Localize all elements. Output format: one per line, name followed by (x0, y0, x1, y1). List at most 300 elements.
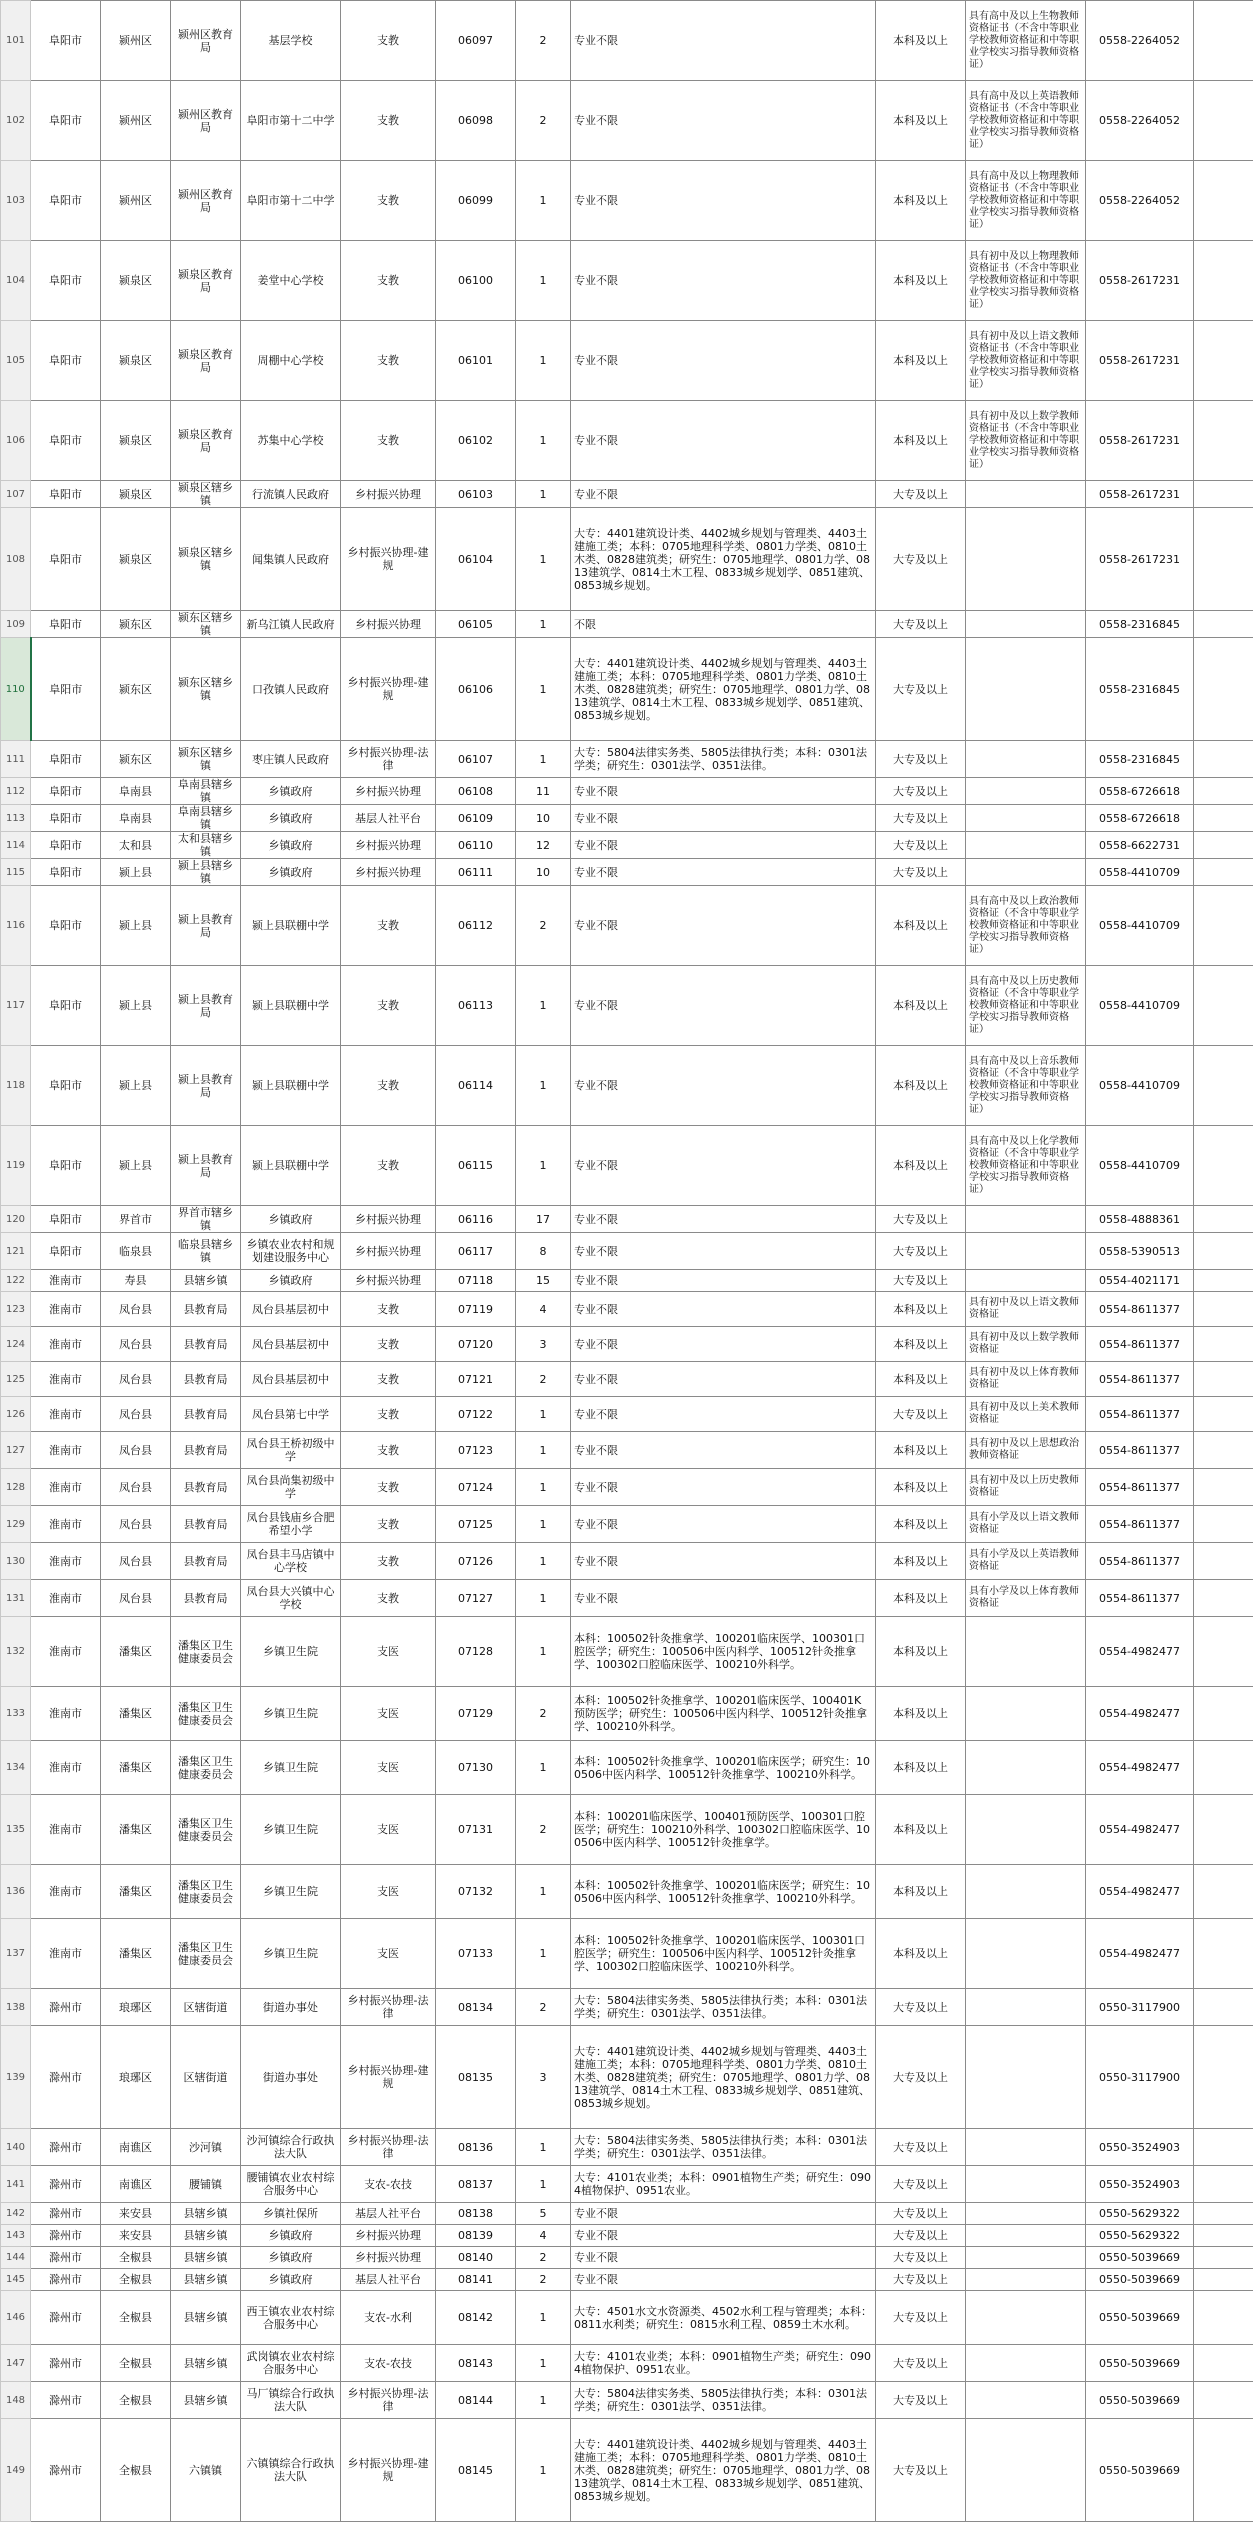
cell-department[interactable]: 县辖乡镇 (171, 2203, 241, 2225)
row-header[interactable]: 120 (1, 1206, 31, 1233)
cell-education[interactable]: 本科及以上 (876, 1543, 966, 1580)
cell-post[interactable]: 支医 (341, 1741, 436, 1795)
row-header[interactable]: 103 (1, 161, 31, 241)
cell-department[interactable]: 颍上县辖乡镇 (171, 859, 241, 886)
cell-unit[interactable]: 枣庄镇人民政府 (241, 741, 341, 778)
cell-education[interactable]: 大专及以上 (876, 2247, 966, 2269)
table-row[interactable] (1, 1687, 1253, 1741)
cell-phone[interactable]: 0554-8611377 (1086, 1292, 1194, 1327)
cell-education[interactable]: 大专及以上 (876, 508, 966, 611)
cell-major[interactable]: 专业不限 (571, 1292, 876, 1327)
cell-unit[interactable]: 乡镇政府 (241, 1206, 341, 1233)
cell-requirement[interactable] (966, 2203, 1086, 2225)
table-row[interactable] (1, 481, 1253, 508)
cell-code[interactable]: 06099 (436, 161, 516, 241)
cell-post[interactable]: 乡村振兴协理-法律 (341, 2129, 436, 2166)
cell-unit[interactable]: 凤台县钱庙乡合肥希望小学 (241, 1506, 341, 1543)
cell-department[interactable]: 县辖乡镇 (171, 2225, 241, 2247)
row-header[interactable]: 140 (1, 2129, 31, 2166)
cell-education[interactable]: 大专及以上 (876, 2419, 966, 2522)
cell-count[interactable]: 2 (516, 1362, 571, 1397)
cell-major[interactable]: 大专：4101农业类；本科：0901植物生产类；研究生：0904植物保护、0951农业。 (571, 2166, 876, 2203)
cell-phone[interactable]: 0554-4982477 (1086, 1617, 1194, 1687)
cell-extra[interactable] (1194, 2166, 1253, 2203)
cell-city[interactable]: 淮南市 (31, 1865, 101, 1919)
cell-post[interactable]: 支医 (341, 1865, 436, 1919)
cell-major[interactable]: 本科：100502针灸推拿学、100201临床医学、100401K预防医学；研究生：100506中医内科学、100512针灸推拿学、100210外科学。 (571, 1687, 876, 1741)
cell-district[interactable]: 凤台县 (101, 1327, 171, 1362)
row-header[interactable]: 142 (1, 2203, 31, 2225)
table-row[interactable] (1, 1989, 1253, 2026)
cell-phone[interactable]: 0550-3524903 (1086, 2129, 1194, 2166)
cell-extra[interactable] (1194, 1687, 1253, 1741)
cell-post[interactable]: 支教 (341, 966, 436, 1046)
cell-count[interactable]: 1 (516, 1617, 571, 1687)
cell-count[interactable]: 15 (516, 1270, 571, 1292)
cell-requirement[interactable]: 具有初中及以上数学教师资格证书（不含中等职业学校教师资格证和中等职业学校实习指导教师资格证） (966, 401, 1086, 481)
cell-post[interactable]: 乡村振兴协理 (341, 1206, 436, 1233)
cell-extra[interactable] (1194, 1292, 1253, 1327)
cell-major[interactable]: 专业不限 (571, 1397, 876, 1432)
cell-requirement[interactable] (966, 1270, 1086, 1292)
cell-city[interactable]: 淮南市 (31, 1795, 101, 1865)
row-header[interactable]: 146 (1, 2291, 31, 2345)
cell-phone[interactable]: 0554-8611377 (1086, 1469, 1194, 1506)
row-header[interactable]: 131 (1, 1580, 31, 1617)
cell-major[interactable]: 本科：100502针灸推拿学、100201临床医学；研究生：100506中医内科学、100512针灸推拿学、100210外科学。 (571, 1741, 876, 1795)
table-row[interactable] (1, 1270, 1253, 1292)
cell-department[interactable]: 潘集区卫生健康委员会 (171, 1617, 241, 1687)
cell-phone[interactable]: 0550-5039669 (1086, 2345, 1194, 2382)
table-row[interactable] (1, 859, 1253, 886)
cell-unit[interactable]: 颍上县联棚中学 (241, 886, 341, 966)
cell-unit[interactable]: 乡镇卫生院 (241, 1795, 341, 1865)
cell-post[interactable]: 支教 (341, 1126, 436, 1206)
cell-requirement[interactable]: 具有初中及以上体育教师资格证 (966, 1362, 1086, 1397)
cell-major[interactable]: 大专：5804法律实务类、5805法律执行类；本科：0301法学类；研究生：0301法学、0351法律。 (571, 1989, 876, 2026)
cell-unit[interactable]: 凤台县第七中学 (241, 1397, 341, 1432)
table-row[interactable] (1, 2203, 1253, 2225)
cell-department[interactable]: 临泉县辖乡镇 (171, 1233, 241, 1270)
cell-district[interactable]: 颍东区 (101, 741, 171, 778)
cell-education[interactable]: 大专及以上 (876, 611, 966, 638)
cell-phone[interactable]: 0550-3117900 (1086, 1989, 1194, 2026)
cell-major[interactable]: 本科：100201临床医学、100401预防医学、100301口腔医学；研究生：100210外科学、100302口腔临床医学、100506中医内科学、100512针灸推拿学。 (571, 1795, 876, 1865)
cell-code[interactable]: 06106 (436, 638, 516, 741)
row-header[interactable]: 106 (1, 401, 31, 481)
cell-major[interactable]: 专业不限 (571, 1233, 876, 1270)
cell-department[interactable]: 县辖乡镇 (171, 2382, 241, 2419)
cell-unit[interactable]: 凤台县基层初中 (241, 1362, 341, 1397)
cell-education[interactable]: 本科及以上 (876, 1, 966, 81)
cell-phone[interactable]: 0554-4982477 (1086, 1741, 1194, 1795)
cell-district[interactable]: 来安县 (101, 2203, 171, 2225)
cell-education[interactable]: 大专及以上 (876, 2291, 966, 2345)
cell-education[interactable]: 本科及以上 (876, 1362, 966, 1397)
cell-department[interactable]: 太和县辖乡镇 (171, 832, 241, 859)
cell-city[interactable]: 阜阳市 (31, 481, 101, 508)
cell-phone[interactable]: 0558-2316845 (1086, 741, 1194, 778)
cell-city[interactable]: 阜阳市 (31, 966, 101, 1046)
cell-city[interactable]: 阜阳市 (31, 161, 101, 241)
cell-department[interactable]: 颍上县教育局 (171, 1046, 241, 1126)
cell-major[interactable]: 专业不限 (571, 859, 876, 886)
cell-education[interactable]: 本科及以上 (876, 241, 966, 321)
row-header[interactable]: 105 (1, 321, 31, 401)
cell-education[interactable]: 本科及以上 (876, 1617, 966, 1687)
cell-city[interactable]: 阜阳市 (31, 832, 101, 859)
cell-requirement[interactable] (966, 741, 1086, 778)
cell-district[interactable]: 临泉县 (101, 1233, 171, 1270)
cell-city[interactable]: 阜阳市 (31, 81, 101, 161)
cell-district[interactable]: 潘集区 (101, 1795, 171, 1865)
cell-department[interactable]: 区辖街道 (171, 1989, 241, 2026)
row-header[interactable]: 143 (1, 2225, 31, 2247)
cell-city[interactable]: 滁州市 (31, 1989, 101, 2026)
cell-post[interactable]: 支教 (341, 1432, 436, 1469)
cell-code[interactable]: 07131 (436, 1795, 516, 1865)
cell-education[interactable]: 大专及以上 (876, 741, 966, 778)
cell-district[interactable]: 凤台县 (101, 1469, 171, 1506)
cell-code[interactable]: 08144 (436, 2382, 516, 2419)
cell-major[interactable]: 本科：100502针灸推拿学、100201临床医学、100301口腔医学；研究生：100506中医内科学、100512针灸推拿学、100302口腔临床医学、100210外科学。 (571, 1919, 876, 1989)
table-row[interactable] (1, 2026, 1253, 2129)
cell-count[interactable]: 1 (516, 638, 571, 741)
cell-unit[interactable]: 乡镇卫生院 (241, 1741, 341, 1795)
cell-requirement[interactable] (966, 832, 1086, 859)
cell-code[interactable]: 06111 (436, 859, 516, 886)
cell-department[interactable]: 腰铺镇 (171, 2166, 241, 2203)
table-row[interactable] (1, 1506, 1253, 1543)
cell-post[interactable]: 支医 (341, 1795, 436, 1865)
cell-requirement[interactable] (966, 2291, 1086, 2345)
cell-unit[interactable]: 武岗镇农业农村综合服务中心 (241, 2345, 341, 2382)
cell-phone[interactable]: 0558-4410709 (1086, 1046, 1194, 1126)
cell-post[interactable]: 乡村振兴协理 (341, 832, 436, 859)
cell-district[interactable]: 阜南县 (101, 778, 171, 805)
cell-education[interactable]: 本科及以上 (876, 1046, 966, 1126)
table-row[interactable] (1, 1206, 1253, 1233)
cell-department[interactable]: 县教育局 (171, 1397, 241, 1432)
cell-post[interactable]: 乡村振兴协理 (341, 2247, 436, 2269)
cell-extra[interactable] (1194, 2203, 1253, 2225)
row-header[interactable]: 114 (1, 832, 31, 859)
cell-count[interactable]: 12 (516, 832, 571, 859)
cell-requirement[interactable]: 具有初中及以上美术教师资格证 (966, 1397, 1086, 1432)
cell-phone[interactable]: 0558-2264052 (1086, 161, 1194, 241)
cell-post[interactable]: 基层人社平台 (341, 2269, 436, 2291)
cell-post[interactable]: 乡村振兴协理-法律 (341, 741, 436, 778)
cell-count[interactable]: 2 (516, 886, 571, 966)
cell-city[interactable]: 滁州市 (31, 2203, 101, 2225)
table-row[interactable] (1, 1327, 1253, 1362)
cell-city[interactable]: 淮南市 (31, 1397, 101, 1432)
cell-requirement[interactable] (966, 859, 1086, 886)
cell-department[interactable]: 阜南县辖乡镇 (171, 778, 241, 805)
cell-post[interactable]: 乡村振兴协理 (341, 2225, 436, 2247)
cell-extra[interactable] (1194, 1989, 1253, 2026)
cell-phone[interactable]: 0558-4410709 (1086, 886, 1194, 966)
cell-post[interactable]: 支教 (341, 1327, 436, 1362)
cell-requirement[interactable] (966, 2166, 1086, 2203)
cell-phone[interactable]: 0558-2617231 (1086, 321, 1194, 401)
cell-count[interactable]: 1 (516, 1543, 571, 1580)
cell-unit[interactable]: 凤台县尚集初级中学 (241, 1469, 341, 1506)
cell-extra[interactable] (1194, 1, 1253, 81)
cell-code[interactable]: 06100 (436, 241, 516, 321)
cell-phone[interactable]: 0558-2617231 (1086, 508, 1194, 611)
table-row[interactable] (1, 1919, 1253, 1989)
cell-city[interactable]: 淮南市 (31, 1362, 101, 1397)
cell-code[interactable]: 06109 (436, 805, 516, 832)
cell-post[interactable]: 支教 (341, 1292, 436, 1327)
cell-education[interactable]: 本科及以上 (876, 966, 966, 1046)
table-row[interactable] (1, 241, 1253, 321)
cell-code[interactable]: 06098 (436, 81, 516, 161)
cell-unit[interactable]: 颍上县联棚中学 (241, 1046, 341, 1126)
cell-unit[interactable]: 新乌江镇人民政府 (241, 611, 341, 638)
cell-major[interactable]: 专业不限 (571, 1206, 876, 1233)
cell-district[interactable]: 颍上县 (101, 1126, 171, 1206)
cell-code[interactable]: 08141 (436, 2269, 516, 2291)
cell-unit[interactable]: 腰铺镇农业农村综合服务中心 (241, 2166, 341, 2203)
cell-department[interactable]: 县教育局 (171, 1362, 241, 1397)
cell-department[interactable]: 县辖乡镇 (171, 1270, 241, 1292)
cell-phone[interactable]: 0550-3524903 (1086, 2166, 1194, 2203)
cell-major[interactable]: 专业不限 (571, 1543, 876, 1580)
cell-department[interactable]: 区辖街道 (171, 2026, 241, 2129)
cell-phone[interactable]: 0554-8611377 (1086, 1543, 1194, 1580)
cell-count[interactable]: 1 (516, 2291, 571, 2345)
table-row[interactable] (1, 1, 1253, 81)
cell-major[interactable]: 专业不限 (571, 241, 876, 321)
cell-unit[interactable]: 凤台县大兴镇中心学校 (241, 1580, 341, 1617)
cell-phone[interactable]: 0554-8611377 (1086, 1397, 1194, 1432)
cell-code[interactable]: 06097 (436, 1, 516, 81)
cell-requirement[interactable] (966, 2419, 1086, 2522)
cell-district[interactable]: 颍州区 (101, 161, 171, 241)
row-header[interactable]: 116 (1, 886, 31, 966)
cell-requirement[interactable]: 具有小学及以上体育教师资格证 (966, 1580, 1086, 1617)
cell-education[interactable]: 本科及以上 (876, 1432, 966, 1469)
cell-extra[interactable] (1194, 741, 1253, 778)
cell-major[interactable]: 专业不限 (571, 1580, 876, 1617)
cell-extra[interactable] (1194, 1795, 1253, 1865)
cell-district[interactable]: 来安县 (101, 2225, 171, 2247)
cell-requirement[interactable]: 具有初中及以上语文教师资格证 (966, 1292, 1086, 1327)
cell-post[interactable]: 基层人社平台 (341, 2203, 436, 2225)
cell-requirement[interactable] (966, 1989, 1086, 2026)
cell-requirement[interactable] (966, 481, 1086, 508)
cell-education[interactable]: 本科及以上 (876, 1795, 966, 1865)
cell-education[interactable]: 大专及以上 (876, 2269, 966, 2291)
cell-department[interactable]: 颍泉区辖乡镇 (171, 508, 241, 611)
cell-post[interactable]: 支教 (341, 1, 436, 81)
cell-code[interactable]: 07127 (436, 1580, 516, 1617)
cell-requirement[interactable] (966, 805, 1086, 832)
cell-unit[interactable]: 西王镇农业农村综合服务中心 (241, 2291, 341, 2345)
cell-extra[interactable] (1194, 1397, 1253, 1432)
table-row[interactable] (1, 966, 1253, 1046)
cell-extra[interactable] (1194, 2129, 1253, 2166)
table-row[interactable] (1, 1617, 1253, 1687)
cell-major[interactable]: 专业不限 (571, 1, 876, 81)
cell-extra[interactable] (1194, 1741, 1253, 1795)
cell-unit[interactable]: 乡镇卫生院 (241, 1617, 341, 1687)
row-header[interactable]: 124 (1, 1327, 31, 1362)
cell-extra[interactable] (1194, 2345, 1253, 2382)
cell-district[interactable]: 潘集区 (101, 1919, 171, 1989)
cell-education[interactable]: 本科及以上 (876, 401, 966, 481)
table-row[interactable] (1, 321, 1253, 401)
cell-phone[interactable]: 0550-5039669 (1086, 2419, 1194, 2522)
cell-post[interactable]: 支教 (341, 1362, 436, 1397)
cell-district[interactable]: 颍泉区 (101, 508, 171, 611)
cell-count[interactable]: 1 (516, 1432, 571, 1469)
table-row[interactable] (1, 1469, 1253, 1506)
cell-district[interactable]: 潘集区 (101, 1687, 171, 1741)
cell-post[interactable]: 乡村振兴协理 (341, 1270, 436, 1292)
cell-major[interactable]: 专业不限 (571, 778, 876, 805)
cell-unit[interactable]: 乡镇卫生院 (241, 1919, 341, 1989)
cell-major[interactable]: 专业不限 (571, 2247, 876, 2269)
cell-count[interactable]: 1 (516, 161, 571, 241)
cell-count[interactable]: 1 (516, 241, 571, 321)
cell-requirement[interactable] (966, 638, 1086, 741)
cell-phone[interactable]: 0554-4982477 (1086, 1687, 1194, 1741)
cell-city[interactable]: 淮南市 (31, 1617, 101, 1687)
cell-count[interactable]: 2 (516, 81, 571, 161)
cell-extra[interactable] (1194, 1206, 1253, 1233)
cell-education[interactable]: 本科及以上 (876, 1126, 966, 1206)
cell-education[interactable]: 大专及以上 (876, 1397, 966, 1432)
cell-phone[interactable]: 0558-6622731 (1086, 832, 1194, 859)
cell-city[interactable]: 阜阳市 (31, 1, 101, 81)
table-row[interactable] (1, 1795, 1253, 1865)
cell-code[interactable]: 06103 (436, 481, 516, 508)
cell-unit[interactable]: 乡镇政府 (241, 859, 341, 886)
cell-phone[interactable]: 0554-8611377 (1086, 1506, 1194, 1543)
cell-education[interactable]: 大专及以上 (876, 832, 966, 859)
cell-requirement[interactable] (966, 611, 1086, 638)
cell-count[interactable]: 2 (516, 1687, 571, 1741)
cell-code[interactable]: 08137 (436, 2166, 516, 2203)
cell-city[interactable]: 阜阳市 (31, 805, 101, 832)
cell-district[interactable]: 全椒县 (101, 2269, 171, 2291)
cell-unit[interactable]: 阜阳市第十二中学 (241, 161, 341, 241)
cell-city[interactable]: 滁州市 (31, 2166, 101, 2203)
cell-unit[interactable]: 乡镇政府 (241, 832, 341, 859)
cell-extra[interactable] (1194, 508, 1253, 611)
cell-extra[interactable] (1194, 1046, 1253, 1126)
cell-post[interactable]: 支教 (341, 1046, 436, 1126)
cell-department[interactable]: 县教育局 (171, 1506, 241, 1543)
cell-extra[interactable] (1194, 2382, 1253, 2419)
cell-requirement[interactable]: 具有高中及以上音乐教师资格证（不含中等职业学校教师资格证和中等职业学校实习指导教师资格证） (966, 1046, 1086, 1126)
cell-extra[interactable] (1194, 611, 1253, 638)
cell-code[interactable]: 08143 (436, 2345, 516, 2382)
cell-district[interactable]: 凤台县 (101, 1543, 171, 1580)
cell-education[interactable]: 本科及以上 (876, 1687, 966, 1741)
cell-requirement[interactable]: 具有高中及以上物理教师资格证书（不含中等职业学校教师资格证和中等职业学校实习指导教师资格证） (966, 161, 1086, 241)
cell-post[interactable]: 支医 (341, 1617, 436, 1687)
cell-extra[interactable] (1194, 1233, 1253, 1270)
cell-count[interactable]: 1 (516, 611, 571, 638)
row-header[interactable]: 102 (1, 81, 31, 161)
cell-post[interactable]: 支医 (341, 1687, 436, 1741)
cell-district[interactable]: 颍上县 (101, 886, 171, 966)
cell-education[interactable]: 大专及以上 (876, 481, 966, 508)
table-row[interactable] (1, 2345, 1253, 2382)
cell-district[interactable]: 凤台县 (101, 1506, 171, 1543)
cell-requirement[interactable] (966, 1919, 1086, 1989)
cell-requirement[interactable] (966, 2026, 1086, 2129)
cell-district[interactable]: 颍泉区 (101, 401, 171, 481)
row-header[interactable]: 123 (1, 1292, 31, 1327)
cell-code[interactable]: 07122 (436, 1397, 516, 1432)
table-row[interactable] (1, 886, 1253, 966)
cell-city[interactable]: 淮南市 (31, 1687, 101, 1741)
cell-post[interactable]: 支教 (341, 81, 436, 161)
cell-unit[interactable]: 周棚中心学校 (241, 321, 341, 401)
cell-unit[interactable]: 六镇镇综合行政执法大队 (241, 2419, 341, 2522)
cell-district[interactable]: 颍上县 (101, 966, 171, 1046)
cell-major[interactable]: 专业不限 (571, 886, 876, 966)
cell-extra[interactable] (1194, 1126, 1253, 1206)
cell-count[interactable]: 2 (516, 1, 571, 81)
cell-post[interactable]: 支医 (341, 1919, 436, 1989)
cell-department[interactable]: 潘集区卫生健康委员会 (171, 1919, 241, 1989)
row-header[interactable]: 137 (1, 1919, 31, 1989)
cell-code[interactable]: 07125 (436, 1506, 516, 1543)
cell-count[interactable]: 1 (516, 2419, 571, 2522)
cell-major[interactable]: 大专：5804法律实务类、5805法律执行类；本科：0301法学类；研究生：0301法学、0351法律。 (571, 2382, 876, 2419)
cell-phone[interactable]: 0558-2617231 (1086, 401, 1194, 481)
cell-requirement[interactable] (966, 2269, 1086, 2291)
cell-unit[interactable]: 行流镇人民政府 (241, 481, 341, 508)
table-row[interactable] (1, 1233, 1253, 1270)
cell-education[interactable]: 本科及以上 (876, 886, 966, 966)
cell-major[interactable]: 专业不限 (571, 1270, 876, 1292)
cell-major[interactable]: 专业不限 (571, 1126, 876, 1206)
table-row[interactable] (1, 778, 1253, 805)
cell-requirement[interactable]: 具有高中及以上政治教师资格证（不含中等职业学校教师资格证和中等职业学校实习指导教师资格证） (966, 886, 1086, 966)
cell-district[interactable]: 南谯区 (101, 2129, 171, 2166)
cell-post[interactable]: 乡村振兴协理 (341, 859, 436, 886)
cell-unit[interactable]: 苏集中心学校 (241, 401, 341, 481)
cell-major[interactable]: 大专：5804法律实务类、5805法律执行类；本科：0301法学类；研究生：0301法学、0351法律。 (571, 741, 876, 778)
cell-education[interactable]: 大专及以上 (876, 2345, 966, 2382)
cell-education[interactable]: 本科及以上 (876, 1741, 966, 1795)
cell-education[interactable]: 大专及以上 (876, 638, 966, 741)
cell-major[interactable]: 专业不限 (571, 1469, 876, 1506)
table-row[interactable] (1, 2269, 1253, 2291)
cell-department[interactable]: 县教育局 (171, 1543, 241, 1580)
cell-extra[interactable] (1194, 2291, 1253, 2345)
cell-unit[interactable]: 街道办事处 (241, 2026, 341, 2129)
cell-major[interactable]: 专业不限 (571, 161, 876, 241)
cell-requirement[interactable] (966, 508, 1086, 611)
cell-code[interactable]: 06113 (436, 966, 516, 1046)
cell-code[interactable]: 07132 (436, 1865, 516, 1919)
cell-code[interactable]: 08142 (436, 2291, 516, 2345)
cell-count[interactable]: 1 (516, 1469, 571, 1506)
cell-code[interactable]: 07130 (436, 1741, 516, 1795)
cell-education[interactable]: 本科及以上 (876, 81, 966, 161)
table-row[interactable] (1, 1046, 1253, 1126)
cell-unit[interactable]: 闻集镇人民政府 (241, 508, 341, 611)
cell-extra[interactable] (1194, 1432, 1253, 1469)
